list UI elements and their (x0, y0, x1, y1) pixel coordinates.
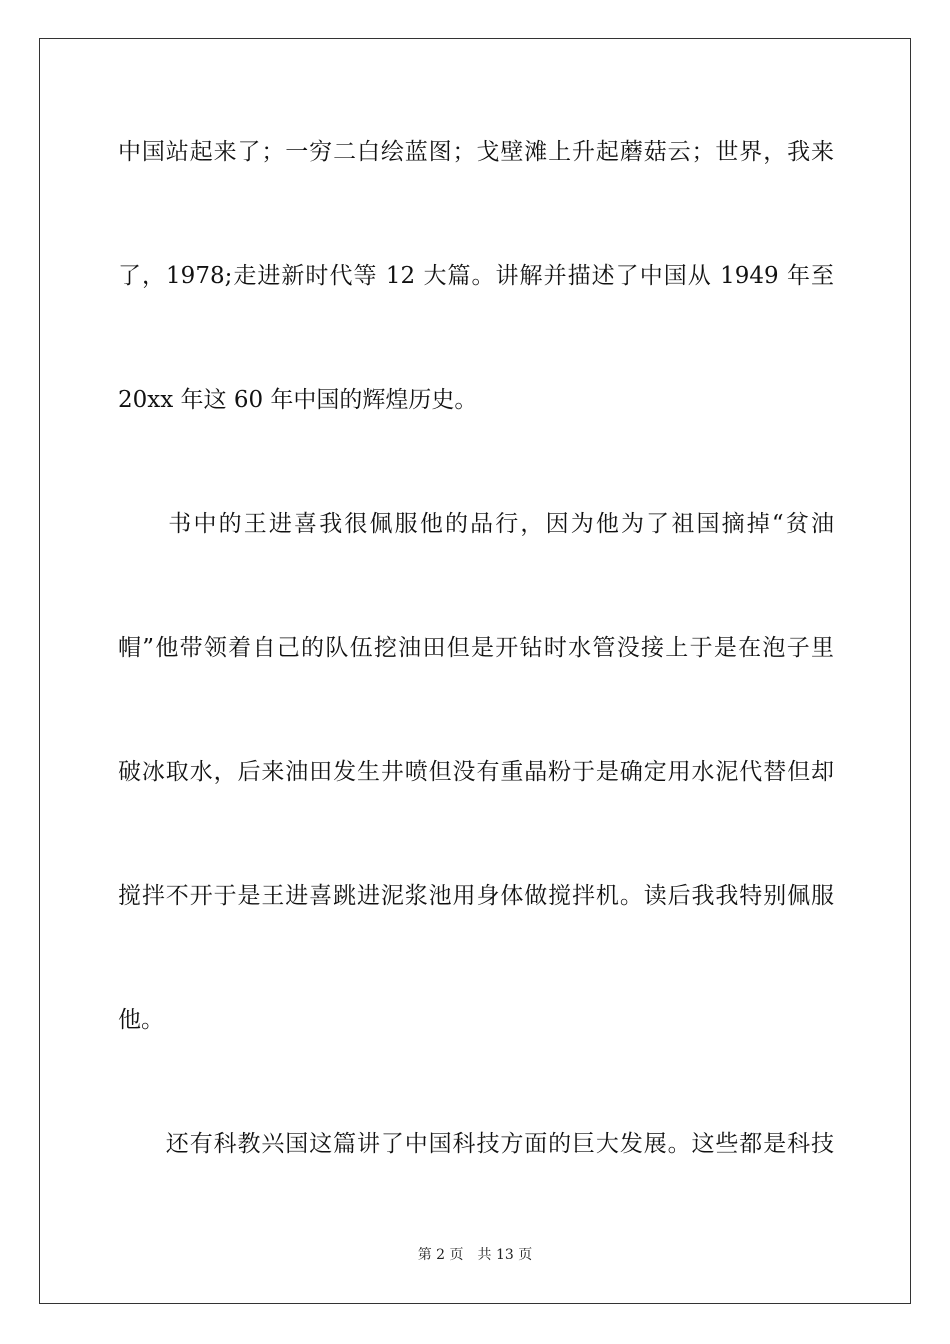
page-total: 共 13 页 (477, 1247, 533, 1263)
text-line-7: 搅拌不开于是王进喜跳进泥浆池用身体做搅拌机。读后我我特别佩服 (118, 883, 834, 909)
page-number: 第 2 页 (417, 1247, 464, 1263)
page-footer (0, 1244, 950, 1264)
text-line-2: 了，1978;走进新时代等 12 大篇。讲解并描述了中国从 1949 年至 (118, 263, 834, 289)
text-line-6: 破冰取水，后来油田发生井喷但没有重晶粉于是确定用水泥代替但却 (118, 759, 834, 785)
page-frame (39, 38, 911, 1304)
text-line-9: 还有科教兴国这篇讲了中国科技方面的巨大发展。这些都是科技 (118, 1131, 834, 1157)
text-line-3: 20xx 年这 60 年中国的辉煌历史。 (118, 387, 478, 413)
text-line-4: 书中的王进喜我很佩服他的品行，因为他为了祖国摘掉“贫油 (118, 511, 834, 537)
text-line-8: 他。 (118, 1007, 164, 1033)
text-line-5: 帽”他带领着自己的队伍挖油田但是开钻时水管没接上于是在泡子里 (118, 635, 834, 661)
text-line-1: 中国站起来了；一穷二白绘蓝图；戈壁滩上升起蘑菇云；世界，我来 (118, 139, 834, 165)
